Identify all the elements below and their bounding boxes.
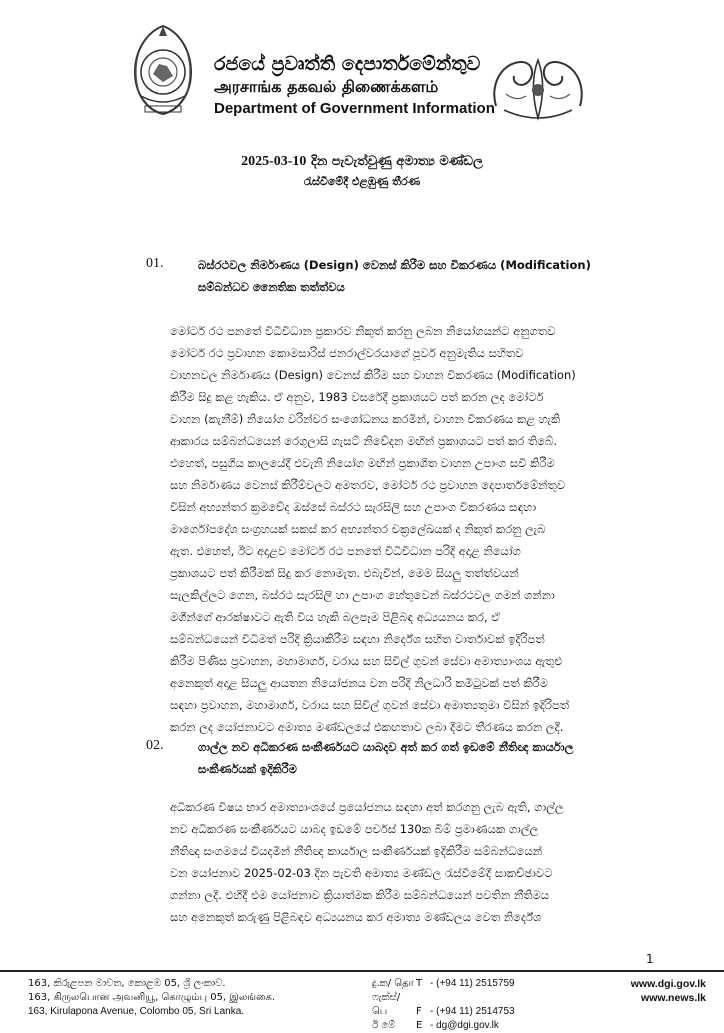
paragraph-line: නව අධිකරණ සංකීර්ණයට යාබද ඉඩමේ පර්චස් 130ක බිම් ප්‍රමාණයක ගාල්ල <box>170 822 539 836</box>
page-number: 1 <box>646 952 654 966</box>
org-name-sinhala: රජයේ ප්‍රවෘත්ති දෙපාර්තමේන්තුව <box>214 53 481 75</box>
document-title <box>0 152 724 192</box>
fax-key: F <box>416 1006 422 1017</box>
email-row <box>372 1019 515 1033</box>
footer-address <box>28 977 275 1019</box>
phone-key: T <box>416 978 423 989</box>
paragraph-line: මගීන්ගේ ආරක්ෂාවට ඇති විය හැකි බලපෑම පිළිබඳ අධ්‍යයනය කර, ඒ <box>170 610 500 624</box>
fax-label: ෆැක්ස්/ பெ <box>372 992 401 1017</box>
email-label: ඊ මේ <box>372 1020 396 1031</box>
paragraph-line: සඳහා ප්‍රවාහන, මහාමාර්ග, වරාය සහ සිවිල් ගුවන් සේවා අමාත්‍යතුමා විසින් ඉදිරිපත් <box>170 698 570 712</box>
item-heading <box>198 254 638 298</box>
paragraph-line: සම්බන්ධයෙන් විධිමත් පරිදි ක්‍රියාකිරීම සඳහා නිර්දේශ සහිත වාර්තාවක් ඉදිරිපත් <box>170 632 545 646</box>
footer-contacts <box>372 977 515 1033</box>
fax-number: - (+94 11) 2514753 <box>430 1006 515 1017</box>
paragraph-line: මාර්ගෝපදේශ සංග්‍රහයක් සකස් කර අභ්‍යන්තර චක්‍රලේඛයක් ද නිකුත් කරනු ලැබ <box>170 522 546 536</box>
paragraph-line: වාහන (කැනීම්) නියෝග වරින්වර සංශෝධනය කරමින්, වාහන විකරණය කළ හැකි <box>170 412 561 426</box>
website-link[interactable]: www.news.lk <box>641 992 706 1004</box>
item-heading-line: බස්රථවල නිර්මාණය (Design) වෙනස් කිරීම සහ විකරණය (Modification) <box>198 258 591 272</box>
email-key: E <box>416 1020 423 1031</box>
paragraph-line: ගන්නා ලදී. එහිදී එම යෝජනාව ක්‍රියාත්මක කිරීම සම්බන්ධයෙන් පවතින නීතිමය <box>170 888 550 902</box>
item-heading-line: ගාල්ල නව අධිකරණ සංකීර්ණයට යාබදව අත් කර ගත් ඉඩමේ නීතිඥ කාර්යාල <box>198 740 574 754</box>
address-tamil: 163, கிருலபொன அவனியூ, கொழும்பு 05, இலங்கை. <box>28 992 276 1003</box>
paragraph-line: සහ නිර්මාණය වෙනස් කිරීම්වලට අමතරව, මෝටර් රථ ප්‍රවාහන දෙපාර්තමේන්තුව <box>170 478 566 492</box>
meeting-date: 2025-03-10 <box>241 154 307 169</box>
paragraph-line: ආකාරය සම්බන්ධයෙන් රෙගුලාසි ගැසට් නිවේදන මඟින් ප්‍රකාශයට පත් කර තිබේ. <box>170 434 557 448</box>
paragraph-line: සහ අනෙකුත් කරුණු පිළිබඳව අධ්‍යයනය කර අමාත්‍ය මණ්ඩලය වෙත නිර්දේශ <box>170 910 542 924</box>
paragraph-line: මෝටර් රථ පනතේ විධිවිධාන ප්‍රකාරව නිකුත් කරනු ලබන නියෝගයන්ට අනුගතව <box>170 324 556 338</box>
item-paragraph <box>170 796 640 928</box>
paragraph-line: අනෙකුත් අදාළ සියලු ආයතන නියෝජනය වන පරිදි නිලධාරි කමිටුවක් පත් කිරීම <box>170 676 548 690</box>
website-link[interactable]: www.dgi.gov.lk <box>630 978 706 990</box>
item-heading-line: සම්බන්ධව නෛතික තත්ත්වය <box>198 280 345 294</box>
title-line-2: රැස්වීමේදී එළඹුණු තීරණ <box>303 175 421 188</box>
title-line-1-text: දින පැවැත්වුණු අමාත්‍ය මණ්ඩල <box>306 154 483 169</box>
address-sinhala: 163, කිරුළපන මාවත, කොළඹ 05, ශ්‍රී ලංකාව. <box>28 978 226 989</box>
paragraph-line: සැලකිල්ලට ගෙන, බස්රථ සැරසිලි හා උපාංග හේතුවෙන් බස්රථවල ගමන් ගන්නා <box>170 588 555 602</box>
item-number: 01. <box>146 256 164 271</box>
org-name-tamil: அரசாங்க தகவல் திணைக்களம் <box>214 77 439 96</box>
phone-row <box>372 977 515 991</box>
traditional-swan-motif-icon <box>486 46 590 126</box>
paragraph-line: විසින් අභ්‍යන්තර ක්‍රමවේද ඔස්සේ බස්රථ සැරසිලි සහ උපාංග විකරණය සඳහා <box>170 500 537 514</box>
item-number: 02. <box>146 738 164 753</box>
paragraph-line: ප්‍රකාශයට පත් කිරීමක් සිදු කර නොමැත. එබැවින්, මෙම සියලු තත්ත්වයන් <box>170 566 519 580</box>
paragraph-line: එහෙත්, පසුගිය කාලයේදී එවැනි නියෝග මඟින් ප්‍රකාශිත වාහන උපාංග සවි කිරීම <box>170 456 555 470</box>
address-english: 163, Kirulapona Avenue, Colombo 05, Sri Lanka. <box>28 1006 245 1017</box>
org-name-english: Department of Government Information <box>214 100 495 117</box>
footer-websites <box>608 977 706 1005</box>
item-paragraph <box>170 320 640 738</box>
title-line-1 <box>0 152 724 172</box>
organization-name <box>214 52 495 120</box>
footer <box>0 975 724 1031</box>
paragraph-line: නීතිඥ සංගමයේ වියදමින් නීතිඥ කාර්යාල සංකීර්ණයක් ඉදිකිරීම සම්බන්ධයෙන් <box>170 844 543 858</box>
phone-number: - (+94 11) 2515759 <box>430 978 515 989</box>
email-address: - dg@dgi.gov.lk <box>430 1020 499 1031</box>
paragraph-line: මෝටර් රථ ප්‍රවාහන කොමසාරිස් ජනරාල්වරයාගේ පූර්ව අනුමැතිය සහිතව <box>170 346 524 360</box>
paragraph-line: කිරීම සිදු කළ හැකිය. ඒ අනුව, 1983 වසරේදී ප්‍රකාශයට පත් කරන ලද මෝටර් <box>170 390 544 404</box>
paragraph-line: කරන ලද යෝජනාවට අමාත්‍ය මණ්ඩලයේ එකඟතාව ලබා දීමට තීරණය කරන ලදී. <box>170 720 564 734</box>
paragraph-line: ඇත. එහෙත්, ඊට අදාළව මෝටර් රථ පනතේ විධිවිධාන පරිදි අදාළ නියෝග <box>170 544 521 558</box>
fax-row <box>372 991 515 1019</box>
item-heading <box>198 736 638 780</box>
paragraph-line: කිරීම පිණිස ප්‍රවාහන, මහාමාර්ග, වරාය සහ සිවිල් ගුවන් සේවා අමාත්‍යාංශය ඇතුළු <box>170 654 563 668</box>
item-heading-line: සංකීර්ණයක් ඉදිකිරීම <box>198 762 297 776</box>
paragraph-line: අධිකරණ විෂය භාර අමාත්‍යාංශයේ ප්‍රයෝජනය සඳහා අත් කරගනු ලැබ ඇති, ගාල්ල <box>170 800 564 814</box>
paragraph-line: වන යෝජනාව 2025-02-03 දින පැවති අමාත්‍ය මණ්ඩල රැස්වීමේදී සාකච්ඡාවට <box>170 866 553 880</box>
sri-lanka-emblem-icon <box>127 22 199 118</box>
footer-divider <box>0 970 724 972</box>
paragraph-line: වාහනවල නිර්මාණය (Design) වෙනස් කිරීම සහ වාහන විකරණය (Modification) <box>170 368 576 382</box>
phone-label: දු.ක/ தொ <box>372 978 414 989</box>
letterhead <box>0 18 724 128</box>
